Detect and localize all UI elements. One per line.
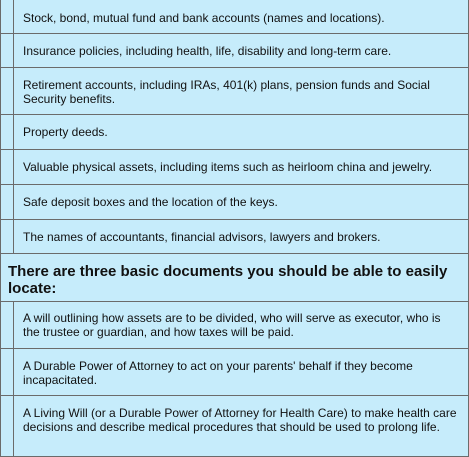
table-row [0, 185, 469, 220]
table-row [0, 0, 469, 34]
table-cell: Safe deposit boxes and the location of the keys. [14, 185, 469, 219]
row-gutter [0, 0, 14, 33]
row-gutter [0, 34, 14, 67]
row-gutter [0, 150, 14, 184]
table-cell: A will outlining how assets are to be divided, who will serve as executor, who is the trustee or guardian, and how taxes will be paid. [14, 302, 469, 348]
table-row [0, 396, 469, 457]
table-cell: A Living Will (or a Durable Power of Attorney for Health Care) to make health care decisions and describe medical procedures that should be used to prolong life. [14, 396, 469, 456]
table-row [0, 34, 469, 68]
table-row [0, 349, 469, 396]
table-cell: Stock, bond, mutual fund and bank accounts (names and locations). [14, 0, 469, 33]
row-gutter [0, 68, 14, 114]
table-row [0, 68, 469, 115]
row-gutter [0, 185, 14, 219]
table-row [0, 115, 469, 150]
table-row [0, 150, 469, 185]
table-cell: The names of accountants, financial advisors, lawyers and brokers. [14, 220, 469, 253]
table-cell: Property deeds. [14, 115, 469, 149]
row-gutter [0, 220, 14, 253]
table-row [0, 302, 469, 349]
section-heading: There are three basic documents you should be able to easily locate: [0, 254, 469, 302]
row-gutter [0, 115, 14, 149]
table-cell: Valuable physical assets, including items such as heirloom china and jewelry. [14, 150, 469, 184]
table-cell: Insurance policies, including health, life, disability and long-term care. [14, 34, 469, 67]
table-cell: Retirement accounts, including IRAs, 401(k) plans, pension funds and Social Security benefits. [14, 68, 469, 114]
table-cell: A Durable Power of Attorney to act on your parents' behalf if they become incapacitated. [14, 349, 469, 395]
table-row [0, 220, 469, 254]
row-gutter [0, 349, 14, 395]
row-gutter [0, 396, 14, 456]
row-gutter [0, 302, 14, 348]
